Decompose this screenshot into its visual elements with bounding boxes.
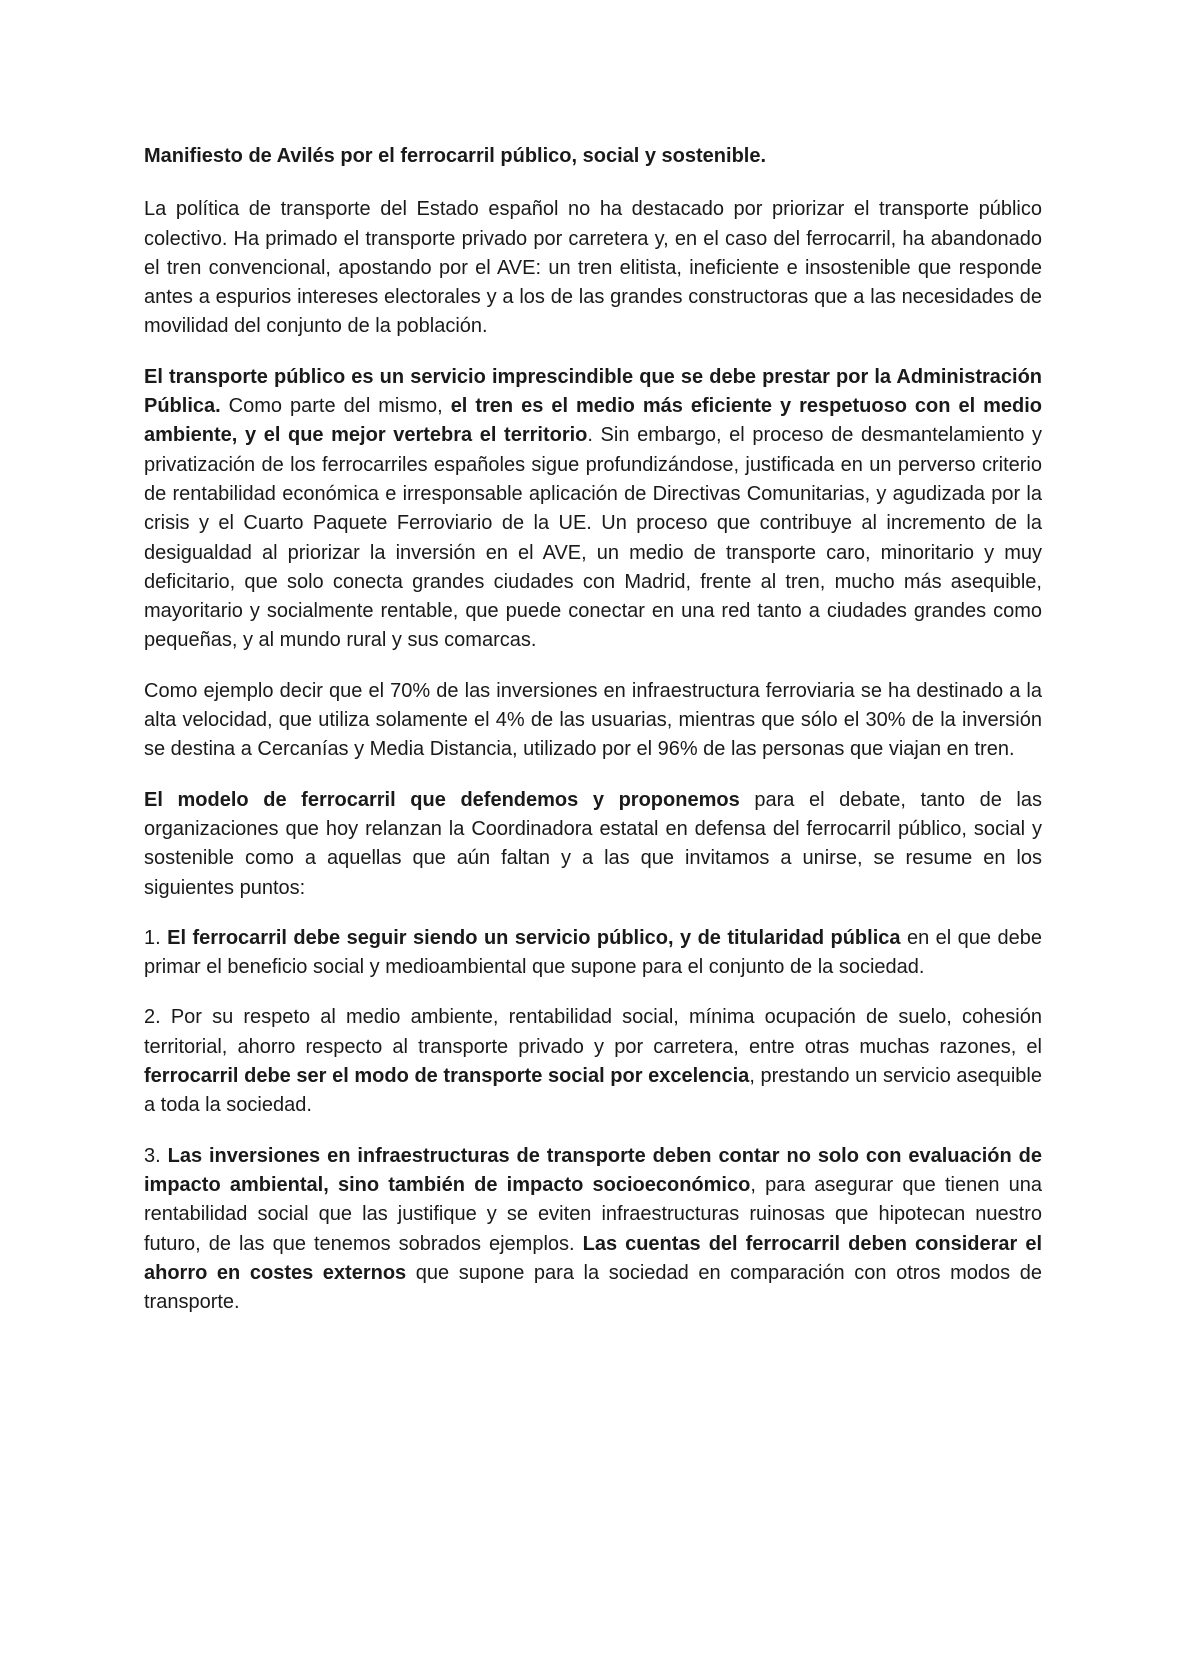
- paragraph-text: La política de transporte del Estado español no ha destacado por priorizar el transporte público colectivo. Ha primado el transporte privado por carretera y, en el caso del ferrocarril, ha abandonado el tren convencional, apostando por el AVE: un tren elitista, ineficiente e insostenible que responde antes a espurios intereses electorales y a los de las grandes constructoras que a las necesidades de movilidad del conjunto de la población.: [144, 198, 1042, 338]
- paragraph-text: que supone para la sociedad en comparación con otros modos de transporte.: [144, 1261, 1043, 1314]
- paragraph-text: Como ejemplo decir que el 70% de las inversiones en infraestructura ferroviaria se ha destinado a la alta velocidad, que utiliza solamente el 4% de las usuarias, mientras que sólo el 30% de la inversión se destina a Cercanías y Media Distancia, utilizado por el 96% de las personas que viajan en tren.: [144, 679, 1042, 761]
- paragraph-text: . Sin embargo, el proceso de desmantelamiento y privatización de los ferrocarriles españoles sigue profundizándose, justificada en un perverso criterio de rentabilidad económica e irresponsable aplicación de Directivas Comunitarias, y agudizada por la crisis y el Cuarto Paquete Ferroviario de la UE. Un proceso que contribuye al incremento de la desigualdad al priorizar la inversión en el AVE, un medio de transporte caro, minoritario y muy deficitario, que solo conecta grandes ciudades con Madrid, frente al tren, mucho más asequible, mayoritario y socialmente rentable, que puede conectar en una red tanto a ciudades grandes como pequeñas, y al mundo rural y sus comarcas.: [144, 424, 1042, 652]
- emphasis-text: El modelo de ferrocarril que defendemos y proponemos: [144, 788, 740, 811]
- emphasis-text: Las inversiones en infraestructuras de transporte deben contar no solo con evaluación de impacto ambiental, sino también de impacto socioeconómico: [144, 1144, 1042, 1196]
- document-title: Manifiesto de Avilés por el ferrocarril público, social y sostenible.: [144, 145, 767, 167]
- point-1: [144, 924, 1042, 983]
- paragraph-text: , para asegurar que tienen una rentabilidad social que las justifique y se eviten infraestructuras ruinosas que hipotecan nuestro futuro, de las que tenemos sobrados ejemplos.: [144, 1173, 1042, 1255]
- emphasis-text: El ferrocarril debe seguir siendo un servicio público, y de titularidad pública: [167, 926, 901, 949]
- emphasis-text: Las cuentas del ferrocarril deben considerar el ahorro en costes externos: [144, 1232, 1043, 1284]
- document-page: [144, 142, 1042, 1338]
- emphasis-text: ferrocarril debe ser el modo de transporte social por excelencia: [144, 1065, 750, 1088]
- emphasis-text: El transporte público es un servicio imprescindible que se debe prestar por la Administración Pública.: [144, 365, 1042, 418]
- point-3: [144, 1142, 1042, 1318]
- paragraph-public-service: [144, 363, 1042, 656]
- paragraph-investment-example: [144, 677, 1042, 765]
- point-2: [144, 1003, 1042, 1120]
- point-number: 3.: [144, 1144, 168, 1167]
- emphasis-text: el tren es el medio más eficiente y respetuoso con el medio ambiente, y el que mejor vertebra el territorio: [144, 395, 1042, 447]
- paragraph-text: Como parte del mismo,: [220, 395, 451, 418]
- paragraph-text: para el debate, tanto de las organizaciones que hoy relanzan la Coordinadora estatal en defensa del ferrocarril público, social y sostenible como a aquellas que aún faltan y a las que invitamos a unirse, se resume en los siguientes puntos:: [144, 788, 1042, 899]
- paragraph-text: 2. Por su respeto al medio ambiente, rentabilidad social, mínima ocupación de suelo, cohesión territorial, ahorro respecto al transporte privado y por carretera, entre otras muchas razones, el: [144, 1006, 1042, 1058]
- paragraph-intro: [144, 195, 1042, 341]
- paragraph-text: en el que debe primar el beneficio social y medioambiental que supone para el conjunto de la sociedad.: [144, 926, 1042, 979]
- paragraph-model: [144, 786, 1042, 903]
- paragraph-text: , prestando un servicio asequible a toda la sociedad.: [144, 1065, 1042, 1117]
- point-number: 1.: [144, 926, 168, 949]
